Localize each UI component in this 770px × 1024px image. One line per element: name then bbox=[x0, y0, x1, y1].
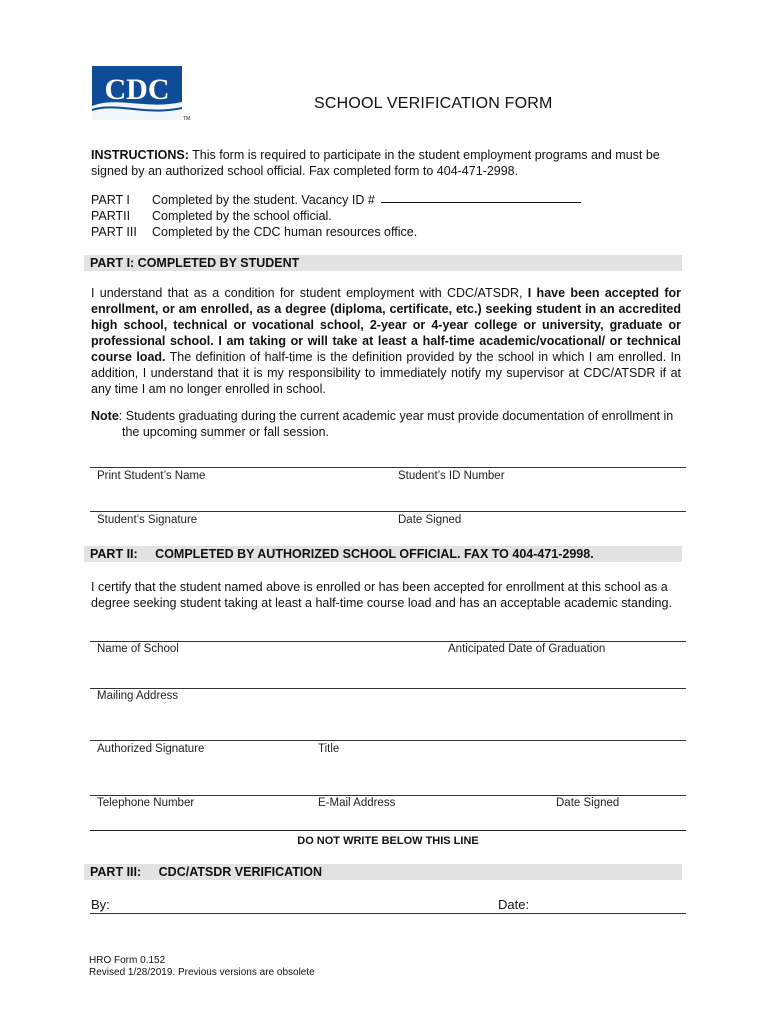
student-name-label: Print Student’s Name bbox=[97, 470, 206, 482]
vacancy-id-field[interactable] bbox=[381, 192, 581, 203]
instructions bbox=[91, 147, 685, 179]
grad-date-label: Anticipated Date of Graduation bbox=[448, 643, 606, 655]
part-value: Completed by the student. Vacancy ID # bbox=[152, 193, 375, 207]
note-line2: the upcoming summer or fall session. bbox=[122, 425, 330, 439]
date-label: Date: bbox=[498, 897, 530, 912]
do-not-write-divider: DO NOT WRITE BELOW THIS LINE bbox=[90, 830, 686, 847]
note-line1: : Students graduating during the current academic year must provide documentation of enrollment in bbox=[118, 409, 674, 423]
part-key: PART I bbox=[91, 193, 130, 207]
part-key: PART III bbox=[91, 225, 137, 239]
part2-header-b: COMPLETED BY AUTHORIZED SCHOOL OFFICIAL. FAX TO 404-471-2998. bbox=[155, 547, 594, 561]
cdc-logo bbox=[92, 66, 182, 120]
part3-header bbox=[84, 864, 682, 880]
statement-start: I understand that as a condition for student employment with CDC/ATSDR, bbox=[91, 286, 528, 300]
part3-header-a: PART III: bbox=[90, 865, 142, 879]
instructions-label: INSTRUCTIONS: bbox=[91, 148, 189, 162]
auth-signature-label: Authorized Signature bbox=[97, 743, 205, 755]
part2-header bbox=[84, 546, 682, 562]
statement-end: The definition of half-time is the definition provided by the school in which I am enrolled. In addition, I understand that it is my responsibility to immediately notify my supervisor at CDC/ATSDR if at any time I am no longer enrolled in school. bbox=[91, 350, 681, 396]
note-label: Note bbox=[91, 409, 119, 423]
parts-row bbox=[91, 192, 581, 208]
school-date-label: Date Signed bbox=[556, 797, 620, 809]
phone-label: Telephone Number bbox=[97, 797, 195, 809]
parts-list bbox=[91, 192, 581, 240]
student-name-line[interactable] bbox=[90, 467, 686, 468]
instructions-text: This form is required to participate in the student employment programs and must be signed by an authorized school official. Fax completed form to 404-471-2998. bbox=[91, 148, 660, 178]
mailing-line[interactable] bbox=[90, 688, 686, 689]
part1-header bbox=[84, 255, 682, 271]
logo-text: CDC bbox=[104, 73, 170, 106]
student-signature-label: Student’s Signature bbox=[97, 514, 198, 526]
part1-header-text: PART I: COMPLETED BY STUDENT bbox=[90, 256, 300, 270]
phone-line[interactable] bbox=[90, 795, 686, 796]
school-name-line[interactable] bbox=[90, 641, 686, 642]
part-key: PARTII bbox=[91, 209, 131, 223]
part-value: Completed by the school official. bbox=[152, 209, 332, 223]
school-name-label: Name of School bbox=[97, 643, 179, 655]
part1-note bbox=[91, 408, 681, 440]
page-title: SCHOOL VERIFICATION FORM bbox=[314, 95, 553, 112]
by-label: By: bbox=[91, 897, 110, 912]
logo-trademark: TM bbox=[183, 116, 191, 122]
part-value: Completed by the CDC human resources office. bbox=[152, 225, 418, 239]
title-label: Title bbox=[318, 743, 340, 755]
student-id-label: Student’s ID Number bbox=[398, 470, 505, 482]
email-label: E-Mail Address bbox=[318, 797, 396, 809]
part3-header-b: CDC/ATSDR VERIFICATION bbox=[158, 865, 323, 879]
part2-certify: I certify that the student named above is enrolled or has been accepted for enrollment at this school as a degree seeking student taking at least a half-time course load and has an acceptable academic standing. bbox=[91, 580, 672, 610]
parts-row bbox=[91, 208, 581, 224]
parts-row bbox=[91, 224, 581, 240]
part2-header-a: PART II: bbox=[90, 547, 138, 561]
part1-statement bbox=[91, 285, 681, 397]
auth-signature-line[interactable] bbox=[90, 740, 686, 741]
student-date-label: Date Signed bbox=[398, 514, 462, 526]
form-footer bbox=[89, 955, 315, 979]
student-signature-line[interactable] bbox=[90, 511, 686, 512]
form-number: HRO Form 0.152 bbox=[89, 955, 166, 966]
revision-note: Revised 1/28/2019. Previous versions are obsolete bbox=[89, 967, 315, 978]
verification-line[interactable] bbox=[90, 913, 686, 914]
statement-bold: I have been accepted for enrollment, or am enrolled, as a degree (diploma, certificate, etc.) seeking student in an accredited high school, technical or vocational school, 2-year or 4-year college or university, graduate or professional school. I am taking or will take at least a half-time academic/vocational/ or technical course load. bbox=[91, 286, 681, 364]
mailing-label: Mailing Address bbox=[97, 690, 179, 702]
